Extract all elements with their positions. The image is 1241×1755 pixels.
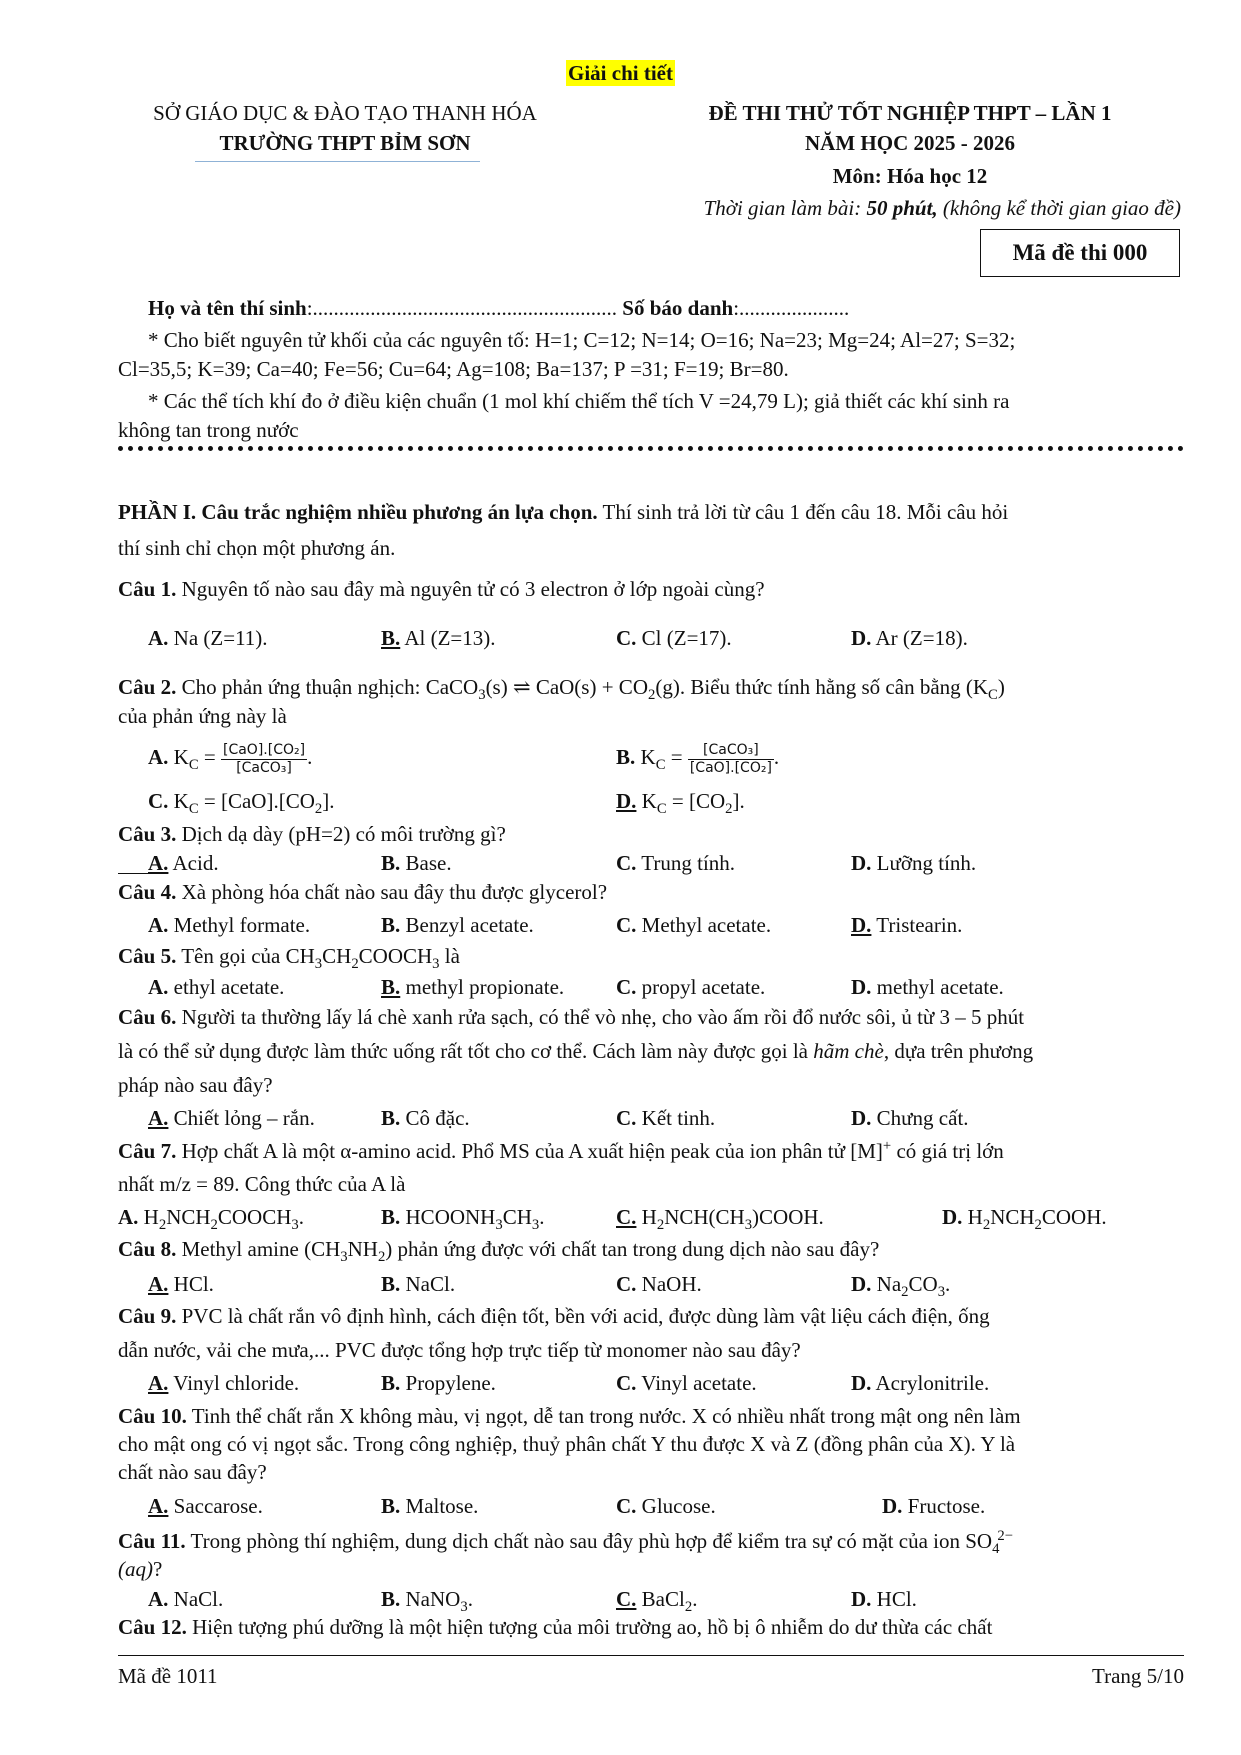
part1-heading: PHẦN I. Câu trắc nghiệm nhiều phương án lựa chọn. Thí sinh trả lời từ câu 1 đến câu 18. Mỗi câu hỏi bbox=[118, 500, 1009, 524]
q10-option-a[interactable]: A. Saccarose. bbox=[148, 1494, 263, 1518]
q6-option-d[interactable]: D. Chưng cất. bbox=[851, 1106, 969, 1130]
dotted-divider bbox=[118, 446, 1184, 451]
question-9-cont: dẫn nước, vải che mưa,... PVC được tổng hợp trực tiếp từ monomer nào sau đây? bbox=[118, 1338, 801, 1362]
header-org: SỞ GIÁO DỤC & ĐÀO TẠO THANH HÓA bbox=[153, 101, 537, 125]
footer-page-number: Trang 5/10 bbox=[1092, 1664, 1184, 1688]
q7-option-a[interactable]: A. $H_2NCH_2COOCH_3$. bbox=[118, 1205, 304, 1234]
q4-option-a[interactable]: A. Methyl formate. bbox=[148, 913, 311, 937]
atomic-mass-note: * Cho biết nguyên tử khối của các nguyên tố: H=1; C=12; N=14; O=16; Na=23; Mg=24; Al=27; S=32; bbox=[148, 328, 1016, 352]
q4-option-c[interactable]: C. Methyl acetate. bbox=[616, 913, 772, 937]
q2-option-b[interactable]: B. $K_C$ = $\frac{\text{[CaCO₃]}}{\text{[CaO].[CO₂]}}$ . bbox=[616, 741, 780, 776]
kc-fraction-a: $\frac{\text{[CaO].[CO₂]}}{\text{[CaCO₃]}}$ bbox=[222, 741, 306, 776]
question-7: Câu 7. Hợp chất A là một α-amino acid. Phổ MS của A xuất hiện peak của ion phân tử [M]+ có giá trị lớn bbox=[118, 1138, 1004, 1163]
part1-desc: thí sinh chỉ chọn một phương án. bbox=[118, 536, 396, 560]
q9-option-d[interactable]: D. Acrylonitrile. bbox=[851, 1371, 990, 1395]
q7-option-c[interactable]: C. $H_2NCH(CH_3)COOH$. bbox=[616, 1205, 824, 1234]
exam-year: NĂM HỌC 2025 - 2026 bbox=[805, 131, 1015, 155]
question-11-cont: (aq)? bbox=[118, 1557, 163, 1581]
q5-option-d[interactable]: D. methyl acetate. bbox=[851, 975, 1004, 999]
q3-option-a[interactable]: A. Acid. bbox=[148, 851, 219, 875]
q6-option-b[interactable]: B. Cô đặc. bbox=[381, 1106, 470, 1130]
q1-option-c[interactable]: C. Cl (Z=17). bbox=[616, 626, 732, 650]
q11-option-a[interactable]: A. NaCl. bbox=[148, 1587, 224, 1611]
question-7-cont: nhất m/z = 89. Công thức của A là bbox=[118, 1172, 406, 1196]
q1-option-d[interactable]: D. Ar (Z=18). bbox=[851, 626, 968, 650]
question-5: Câu 5. Tên gọi của $CH_3CH_2COOCH_3$ là bbox=[118, 944, 460, 973]
header-school: TRƯỜNG THPT BỈM SƠN bbox=[219, 131, 471, 155]
q2-option-d[interactable]: D. $K_C = [CO_2]$. bbox=[616, 789, 745, 818]
q11-option-b[interactable]: B. NaNO$_3$. bbox=[381, 1587, 473, 1616]
q1-option-a[interactable]: A. Na (Z=11). bbox=[148, 626, 268, 650]
question-10-cont: cho mật ong có vị ngọt sắc. Trong công nghiệp, thuỷ phân chất Y thu được X và Z (đồng phân của X). Y là bbox=[118, 1432, 1016, 1456]
question-2: Câu 2. Cho phản ứng thuận nghịch: CaCO$_3$(s) ⇌ $CaO(s) + CO_2(g)$. Biểu thức tính hằng số cân bằng $(K_C)$ bbox=[118, 675, 1005, 704]
kc-fraction-b: $\frac{\text{[CaCO₃]}}{\text{[CaO].[CO₂]}}$ bbox=[689, 741, 772, 776]
gas-note: * Các thể tích khí đo ở điều kiện chuẩn (1 mol khí chiếm thể tích V =24,79 L); giả thiết các khí sinh ra bbox=[148, 389, 1010, 413]
question-11: Câu 11. Trong phòng thí nghiệm, dung dịch chất nào sau đây phù hợp để kiểm tra sự có mặt của ion $SO_4^{2-}$ bbox=[118, 1528, 1014, 1558]
question-9: Câu 9. PVC là chất rắn vô định hình, cách điện tốt, bền với acid, được dùng làm vật liệu cách điện, ống bbox=[118, 1304, 990, 1328]
footer-exam-code: Mã đề 1011 bbox=[118, 1664, 218, 1688]
question-1: Câu 1. Nguyên tố nào sau đây mà nguyên tử có 3 electron ở lớp ngoài cùng? bbox=[118, 577, 765, 601]
question-10: Câu 10. Tinh thể chất rắn X không màu, vị ngọt, dễ tan trong nước. X có nhiều nhất trong mật ong nên làm bbox=[118, 1404, 1021, 1428]
q9-option-c[interactable]: C. Vinyl acetate. bbox=[616, 1371, 757, 1395]
q11-option-c[interactable]: C. BaCl$_2$. bbox=[616, 1587, 698, 1616]
q8-option-b[interactable]: B. NaCl. bbox=[381, 1272, 456, 1296]
question-6: Câu 6. Người ta thường lấy lá chè xanh rửa sạch, có thể vò nhẹ, cho vào ấm rồi đổ nước sôi, ủ từ 3 – 5 phút bbox=[118, 1005, 1025, 1029]
q6-option-c[interactable]: C. Kết tinh. bbox=[616, 1106, 716, 1130]
question-6-cont-2: pháp nào sau đây? bbox=[118, 1073, 273, 1097]
question-2-cont: của phản ứng này là bbox=[118, 704, 287, 728]
q5-option-c[interactable]: C. propyl acetate. bbox=[616, 975, 766, 999]
question-8: Câu 8. Methyl amine $(CH_3NH_2)$ phản ứng được với chất tan trong dung dịch nào sau đây? bbox=[118, 1237, 880, 1266]
question-4: Câu 4. Xà phòng hóa chất nào sau đây thu được glycerol? bbox=[118, 880, 608, 904]
q4-option-b[interactable]: B. Benzyl acetate. bbox=[381, 913, 534, 937]
q2-option-c[interactable]: C. $K_C = [CaO].[CO_2]$. bbox=[148, 789, 335, 818]
footer-rule bbox=[118, 1655, 1184, 1656]
q4-option-d[interactable]: D. Tristearin. bbox=[851, 913, 963, 937]
q3-option-b[interactable]: B. Base. bbox=[381, 851, 452, 875]
q2-option-a[interactable]: A. $K_C$ = $\frac{\text{[CaO].[CO₂]}}{\text{[CaCO₃]}}$ . bbox=[148, 741, 313, 776]
student-info: Họ và tên thí sinh:.......................................................... Số báo danh:..................... bbox=[148, 296, 850, 320]
question-3: Câu 3. Dịch dạ dày (pH=2) có môi trường gì? bbox=[118, 822, 506, 846]
gas-note-2: không tan trong nước bbox=[118, 418, 299, 442]
q8-option-a[interactable]: A. HCl. bbox=[148, 1272, 214, 1296]
q1-option-b[interactable]: B. Al (Z=13). bbox=[381, 626, 496, 650]
q8-option-d[interactable]: D. $Na_2CO_3$. bbox=[851, 1272, 951, 1301]
q7-option-b[interactable]: B. $HCOONH_3CH_3$. bbox=[381, 1205, 545, 1234]
school-underline bbox=[195, 161, 480, 162]
exam-code-box: Mã đề thi 000 bbox=[980, 229, 1180, 277]
question-12: Câu 12. Hiện tượng phú dưỡng là một hiện tượng của môi trường ao, hồ bị ô nhiễm do dư thừa các chất bbox=[118, 1615, 993, 1639]
q11-option-d[interactable]: D. HCl. bbox=[851, 1587, 917, 1611]
exam-time: Thời gian làm bài: 50 phút, (không kể thời gian giao đề) bbox=[703, 196, 1181, 220]
q3-option-c[interactable]: C. Trung tính. bbox=[616, 851, 736, 875]
q3-mark-line bbox=[118, 873, 148, 874]
q9-option-a[interactable]: A. Vinyl chloride. bbox=[148, 1371, 300, 1395]
atomic-mass-note-2: Cl=35,5; K=39; Ca=40; Fe=56; Cu=64; Ag=108; Ba=137; P =31; F=19; Br=80. bbox=[118, 357, 789, 381]
q9-option-b[interactable]: B. Propylene. bbox=[381, 1371, 496, 1395]
question-6-cont: là có thể sử dụng được làm thức uống rất tốt cho cơ thể. Cách làm này được gọi là hãm chè, dựa trên phương bbox=[118, 1039, 1034, 1063]
q5-option-a[interactable]: A. ethyl acetate. bbox=[148, 975, 285, 999]
q10-option-c[interactable]: C. Glucose. bbox=[616, 1494, 716, 1518]
q10-option-d[interactable]: D. Fructose. bbox=[882, 1494, 986, 1518]
banner bbox=[0, 58, 1241, 88]
question-10-cont-2: chất nào sau đây? bbox=[118, 1460, 267, 1484]
q6-option-a[interactable]: A. Chiết lỏng – rắn. bbox=[148, 1106, 315, 1130]
q3-option-d[interactable]: D. Lưỡng tính. bbox=[851, 851, 977, 875]
banner-text: Giải chi tiết bbox=[568, 61, 673, 85]
q8-option-c[interactable]: C. NaOH. bbox=[616, 1272, 702, 1296]
q5-option-b[interactable]: B. methyl propionate. bbox=[381, 975, 565, 999]
q10-option-b[interactable]: B. Maltose. bbox=[381, 1494, 479, 1518]
exam-subject: Môn: Hóa học 12 bbox=[832, 164, 988, 188]
exam-title: ĐỀ THI THỬ TỐT NGHIỆP THPT – LẦN 1 bbox=[708, 101, 1112, 125]
q7-option-d[interactable]: D. $H_2NCH_2COOH$. bbox=[942, 1205, 1107, 1234]
